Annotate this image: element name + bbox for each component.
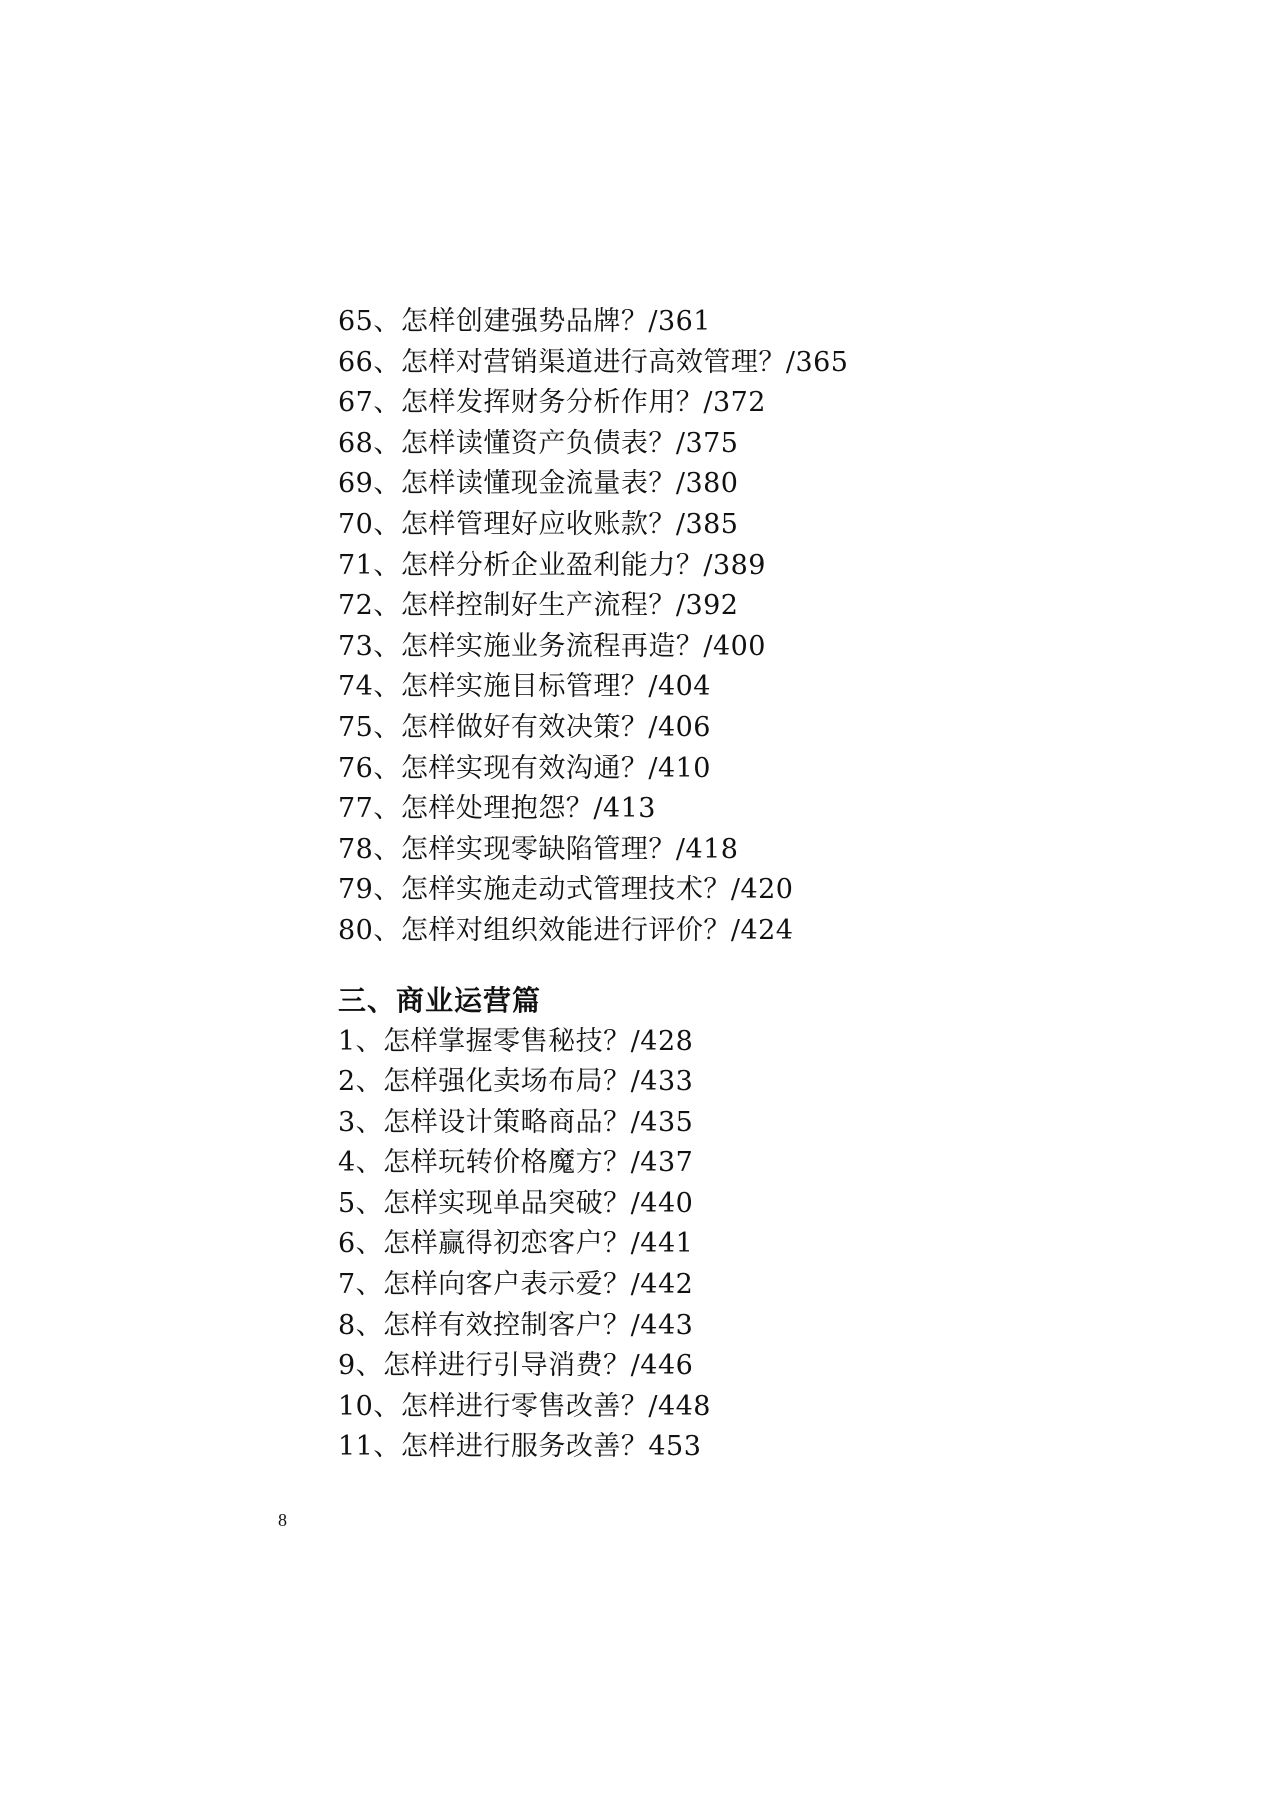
toc-entry[interactable]: 7、怎样向客户表示爱？/442 — [338, 1269, 694, 1301]
toc-entry[interactable]: 11、怎样进行服务改善？453 — [338, 1431, 702, 1463]
toc-entry[interactable]: 70、怎样管理好应收账款？/385 — [338, 508, 739, 540]
toc-entry[interactable]: 75、怎样做好有效决策？/406 — [338, 711, 711, 743]
toc-entry[interactable]: 3、怎样设计策略商品？/435 — [338, 1106, 694, 1138]
toc-entry[interactable]: 67、怎样发挥财务分析作用？/372 — [338, 387, 766, 419]
toc-entry[interactable]: 80、怎样对组织效能进行评价？/424 — [338, 914, 794, 946]
toc-entry[interactable]: 71、怎样分析企业盈利能力？/389 — [338, 549, 766, 581]
toc-entry[interactable]: 9、怎样进行引导消费？/446 — [338, 1350, 694, 1382]
toc-entry[interactable]: 66、怎样对营销渠道进行高效管理？/365 — [338, 346, 849, 378]
toc-entry[interactable]: 69、怎样读懂现金流量表？/380 — [338, 468, 739, 500]
toc-entry[interactable]: 5、怎样实现单品突破？/440 — [338, 1187, 694, 1219]
toc-entry[interactable]: 79、怎样实施走动式管理技术？/420 — [338, 874, 794, 906]
table-of-contents — [338, 302, 1158, 1468]
toc-entry[interactable]: 1、怎样掌握零售秘技？/428 — [338, 1025, 694, 1057]
toc-entry[interactable]: 8、怎样有效控制客户？/443 — [338, 1309, 694, 1341]
toc-entry[interactable]: 72、怎样控制好生产流程？/392 — [338, 590, 739, 622]
toc-entry[interactable]: 68、怎样读懂资产负债表？/375 — [338, 427, 739, 459]
toc-entry[interactable]: 77、怎样处理抱怨？/413 — [338, 793, 656, 825]
toc-entry[interactable]: 76、怎样实现有效沟通？/410 — [338, 752, 711, 784]
page-number: 8 — [278, 1510, 287, 1530]
toc-entry[interactable]: 4、怎样玩转价格魔方？/437 — [338, 1147, 694, 1179]
toc-entry[interactable]: 2、怎样强化卖场布局？/433 — [338, 1066, 694, 1098]
toc-entry[interactable]: 65、怎样创建强势品牌？/361 — [338, 306, 711, 337]
section-heading: 三、商业运营篇 — [338, 983, 542, 1017]
toc-entry[interactable]: 78、怎样实现零缺陷管理？/418 — [338, 833, 739, 865]
toc-entry[interactable]: 10、怎样进行零售改善？/448 — [338, 1390, 711, 1422]
toc-entry[interactable]: 6、怎样赢得初恋客户？/441 — [338, 1228, 694, 1260]
toc-entry[interactable]: 73、怎样实施业务流程再造？/400 — [338, 630, 766, 662]
toc-entry[interactable]: 74、怎样实施目标管理？/404 — [338, 671, 711, 703]
